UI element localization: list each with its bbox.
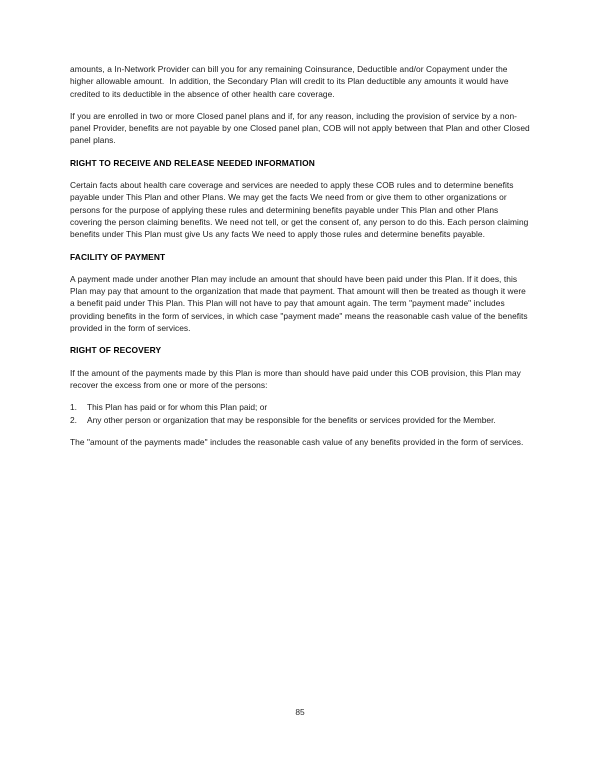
paragraph-closed-panel-plans: If you are enrolled in two or more Closed panel plans and if, for any reason, including the provision of service by a non-panel Provider, benefits are not payable by one Closed panel plan, COB will not apply between that Plan and other Closed panel plans. bbox=[70, 110, 533, 146]
heading-right-of-recovery: RIGHT OF RECOVERY bbox=[70, 345, 162, 356]
list-item bbox=[70, 401, 530, 413]
heading-facility-of-payment: FACILITY OF PAYMENT bbox=[70, 251, 166, 262]
list-item-text: This Plan has paid or for whom this Plan paid; or bbox=[87, 402, 268, 413]
list-item-text: Any other person or organization that may be responsible for the benefits or services provided for the Member. bbox=[87, 414, 496, 425]
heading-right-to-receive-and-release-needed-information: RIGHT TO RECEIVE AND RELEASE NEEDED INFORMATION bbox=[70, 157, 315, 168]
recovery-persons-list bbox=[70, 401, 530, 426]
paragraph-certain-facts: Certain facts about health care coverage and services are needed to apply these COB rules and to determine benefits payable under This Plan and other Plans. We may get the facts We need from or give them to other organizations or persons for the purpose of applying these rules and determining benefits payable under This Plan and other Plans covering the person claiming benefits. We need not tell, or get the consent of, any person to do this. Each person claiming benefits under This Plan must give Us any facts We need to apply those rules and determine benefits payable. bbox=[70, 180, 531, 240]
paragraph-right-of-recovery-intro: If the amount of the payments made by this Plan is more than should have paid under this COB provision, this Plan may recover the excess from one or more of the persons: bbox=[70, 367, 524, 390]
paragraph-amount-of-payments-made: The "amount of the payments made" includes the reasonable cash value of any benefits provided in the form of services. bbox=[70, 436, 524, 447]
list-item-marker: 2. bbox=[70, 414, 77, 425]
list-item bbox=[70, 414, 530, 426]
paragraph-facility-of-payment: A payment made under another Plan may include an amount that should have been paid under this Plan. If it does, this Plan may pay that amount to the organization that made that payment. That amount will then be treated as though it were a benefit paid under This Plan. This Plan will not have to pay that amount again. The term "payment made" includes providing benefits in the form of services, in which case "payment made" means the reasonable cash value of the benefits provided in the form of services. bbox=[70, 273, 531, 334]
list-item-marker: 1. bbox=[70, 402, 77, 413]
paragraph-coinsurance-deductible: amounts, a In-Network Provider can bill you for any remaining Coinsurance, Deductible and/or Copayment under the higher allowable amount. In addition, the Secondary Plan will credit to its Plan deductible any amounts it would have credited to its deductible in the absence of other health care coverage. bbox=[70, 64, 512, 99]
page-content-column bbox=[70, 63, 533, 458]
page-number: 85 bbox=[295, 707, 305, 717]
